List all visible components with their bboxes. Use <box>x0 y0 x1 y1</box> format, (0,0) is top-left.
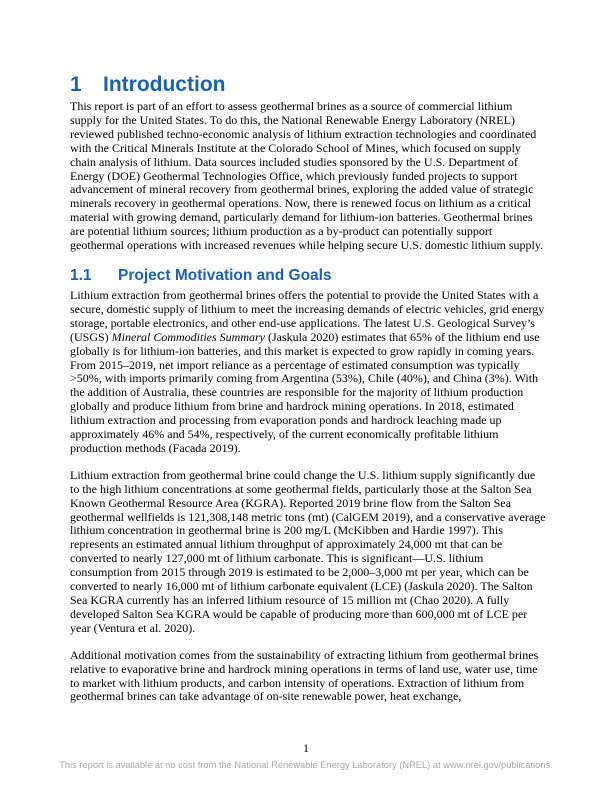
italic-publication-title: Mineral Commodities Summary <box>111 329 265 344</box>
subsection-title: Project Motivation and Goals <box>118 266 332 284</box>
subsection-number: 1.1 <box>70 266 92 284</box>
page-number: 1 <box>303 741 309 755</box>
motivation-paragraph-1 <box>70 289 547 456</box>
section-number: 1 <box>70 73 82 96</box>
section-heading-project-motivation <box>70 266 547 285</box>
section-heading-introduction <box>70 73 547 97</box>
footer-availability-note: This report is available at no cost from the National Renewable Energy Laboratory (NREL) at www.nrel.gov/publications. <box>59 760 553 770</box>
paragraph-text: Lithium extraction from geothermal brines offers the potential to provide the United States with a secure, domestic supply of lithium to meet the increasing demands of electric vehicles, grid energy storage, portable electronics, and other end-use applications. The latest U.S. Geological Survey’s (USGS) <box>70 287 545 344</box>
motivation-paragraph-3: Additional motivation comes from the sustainability of extracting lithium from geothermal brines relative to evaporative brine and hardrock mining operations in terms of land use, water use, time to market with lithium products, and carbon intensity of operations. Extraction of lithium from geothermal brines can take advantage of on-site renewable power, heat exchange, <box>70 647 539 704</box>
intro-paragraph: This report is part of an effort to assess geothermal brines as a source of commercial lithium supply for the United States. To do this, the National Renewable Energy Laboratory (NREL) reviewed published techno-economic analysis of lithium extraction technologies and coordinated with the Critical Minerals Institute at the Colorado School of Mines, which focused on supply chain analysis of lithium. Data sources included studies sponsored by the U.S. Department of Energy (DOE) Geothermal Technologies Office, which previously funded projects to support advancement of mineral recovery from geothermal brines, exploring the added value of strategic minerals recovery in geothermal operations. Now, there is renewed focus on lithium as a critical material with growing demand, particularly demand for lithium-ion batteries. Geothermal brines are potential lithium sources; lithium production as a by-product can potentially support geothermal operations with increased revenues while helping secure U.S. domestic lithium supply. <box>70 99 544 253</box>
motivation-paragraph-2: Lithium extraction from geothermal brine could change the U.S. lithium supply significantly due to the high lithium concentrations at some geothermal fields, particularly those at the Salton Sea Known Geothermal Resource Area (KGRA). Reported 2019 brine flow from the Salton Sea geothermal wellfields is 121,308,148 metric tons (mt) (CalGEM 2019), and a conservative average lithium concentration in geothermal brine is 200 mg/L (McKibben and Hardie 1997). This represents an estimated annual lithium throughput of approximately 24,000 mt that can be converted to nearly 127,000 mt of lithium carbonate. This is significant—U.S. lithium consumption from 2015 through 2019 is estimated to be 2,000–3,000 mt per year, which can be converted to nearly 16,000 mt of lithium carbonate equivalent (LCE) (Jaskula 2020). The Salton Sea KGRA currently has an inferred lithium resource of 15 million mt (Chao 2020). A fully developed Salton Sea KGRA would be capable of producing more than 600,000 mt of LCE per year (Ventura et al. 2020). <box>70 467 546 635</box>
paragraph-text: (Jaskula 2020) estimates that 65% of the lithium end use globally is for lithium-ion batteries, and this market is expected to grow rapidly in coming years. From 2015–2019, net import reliance as a percentage of estimated consumption was typically >50%, with imports primarily coming from Argentina (53%), Chile (40%), and China (3%). With the addition of Australia, these countries are responsible for the majority of lithium production globally and produce lithium from brine and hardrock mining operations. In 2018, estimated lithium extraction and processing from evaporation ponds and hardrock leaching made up approximately 46% and 54%, respectively, of the current economically profitable lithium production methods (Facada 2019). <box>70 329 540 455</box>
section-title: Introduction <box>103 73 226 96</box>
page-content <box>70 73 547 717</box>
